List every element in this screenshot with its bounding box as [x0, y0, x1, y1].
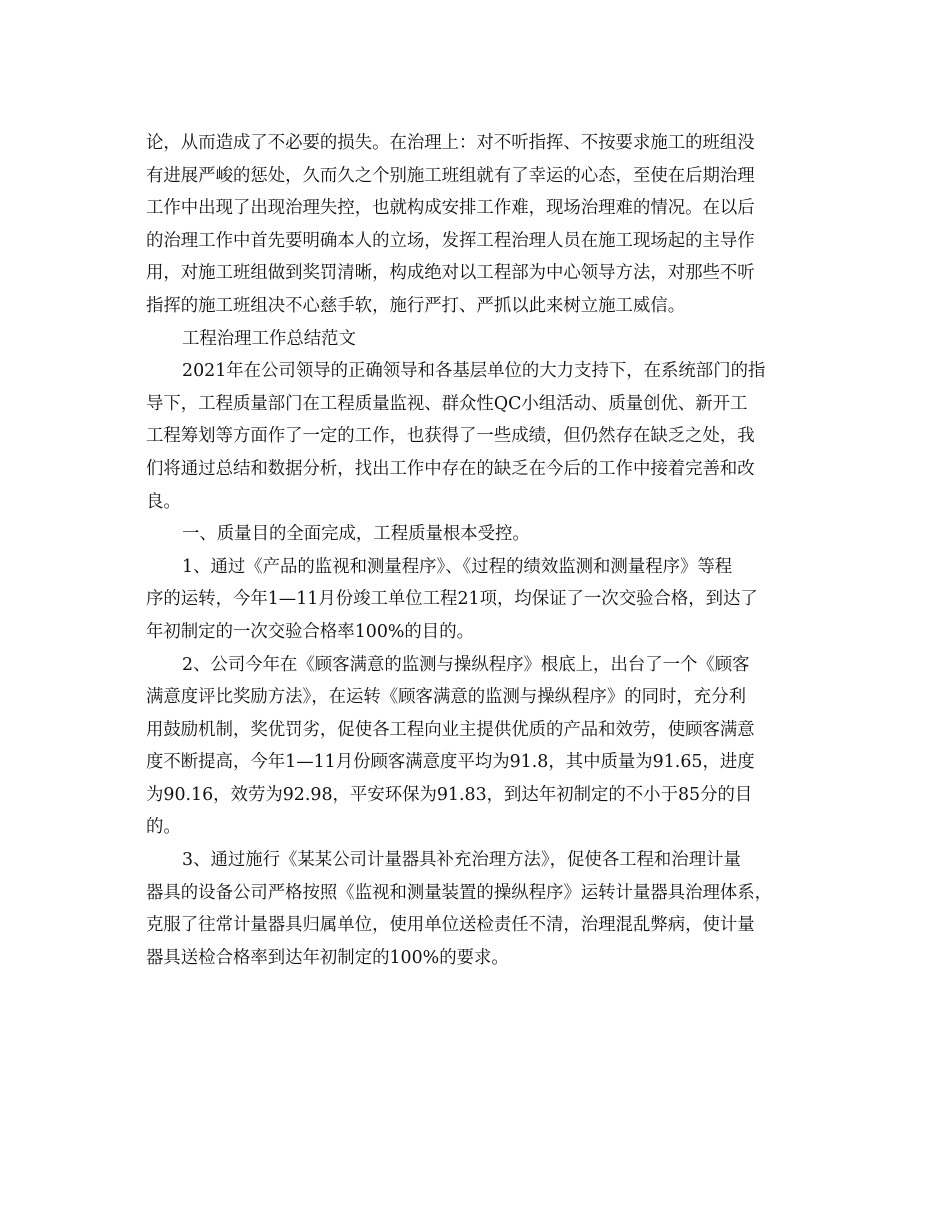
text-line: 指挥的施工班组决不心慈手软，施行严打、严抓以此来树立施工威信。 [146, 295, 686, 316]
paragraph-intro [146, 355, 808, 518]
paragraph-item-3 [146, 844, 808, 974]
text-line: 2021年在公司领导的正确领导和各基层单位的大力支持下，在系统部门的指 [182, 361, 766, 382]
text-line: 导下，工程质量部门在工程质量监视、群众性QC小组活动、质量创优、新开工 [146, 393, 748, 414]
text-line: 满意度评比奖励方法》，在运转《顾客满意的监测与操纵程序》的同时，充分利 [146, 687, 746, 708]
text-line: 1、通过《产品的监视和测量程序》、《过程的绩效监测和测量程序》等程 [182, 556, 733, 577]
text-line: 度不断提高，今年1—11月份顾客满意度平均为91.8，其中质量为91.65，进度 [146, 752, 755, 773]
text-line: 的。 [146, 817, 181, 838]
document-body [146, 127, 808, 974]
text-line: 工程筹划等方面作了一定的工作，也获得了一些成绩，但仍然存在缺乏之处，我 [146, 426, 755, 447]
text-line: 2、公司今年在《顾客满意的监测与操纵程序》根底上，出台了一个《顾客 [182, 654, 750, 675]
paragraph-item-2 [146, 649, 808, 845]
section-title-text: 工程治理工作总结范文 [182, 328, 356, 349]
text-line: 有进展严峻的惩处，久而久之个别施工班组就有了幸运的心态，至使在后期治理 [146, 165, 755, 186]
text-line: 器具送检合格率到达年初制定的100%的要求。 [146, 947, 509, 968]
text-line: 序的运转，今年1—11月份竣工单位工程21项，均保证了一次交验合格，到达了 [146, 589, 758, 610]
text-line: 3、通过施行《某某公司计量器具补充治理方法》，促使各工程和治理计量 [182, 850, 741, 871]
text-line: 论，从而造成了不必要的损失。在治理上：对不听指挥、不按要求施工的班组没 [146, 133, 755, 153]
text-line: 工作中出现了出现治理失控，也就构成安排工作难，现场治理难的情况。在以后 [146, 198, 755, 219]
text-line: 克服了往常计量器具归属单位，使用单位送检责任不清，治理混乱弊病，使计量 [146, 915, 755, 936]
heading-text: 一、质量目的全面完成，工程质量根本受控。 [182, 524, 530, 545]
text-line: 用，对施工班组做到奖罚清晰，构成绝对以工程部为中心领导方法，对那些不听 [146, 263, 755, 284]
paragraph-item-1 [146, 551, 808, 649]
text-line: 年初制定的一次交验合格率100%的目的。 [146, 621, 474, 642]
text-line: 们将通过总结和数据分析，找出工作中存在的缺乏在今后的工作中接着完善和改 [146, 458, 755, 479]
text-line: 的治理工作中首先要明确本人的立场，发挥工程治理人员在施工现场起的主导作 [146, 230, 755, 251]
heading-one [146, 518, 808, 551]
text-line: 为90.16，效劳为92.98，平安环保为91.83，到达年初制定的不小于85分的目 [146, 784, 753, 805]
text-line: 良。 [146, 491, 181, 512]
paragraph-continuation [146, 127, 808, 323]
section-title [146, 323, 808, 356]
text-line: 器具的设备公司严格按照《监视和测量装置的操纵程序》运转计量器具治理体系， [146, 882, 773, 903]
text-line: 用鼓励机制，奖优罚劣，促使各工程向业主提供优质的产品和效劳，使顾客满意 [146, 719, 755, 740]
